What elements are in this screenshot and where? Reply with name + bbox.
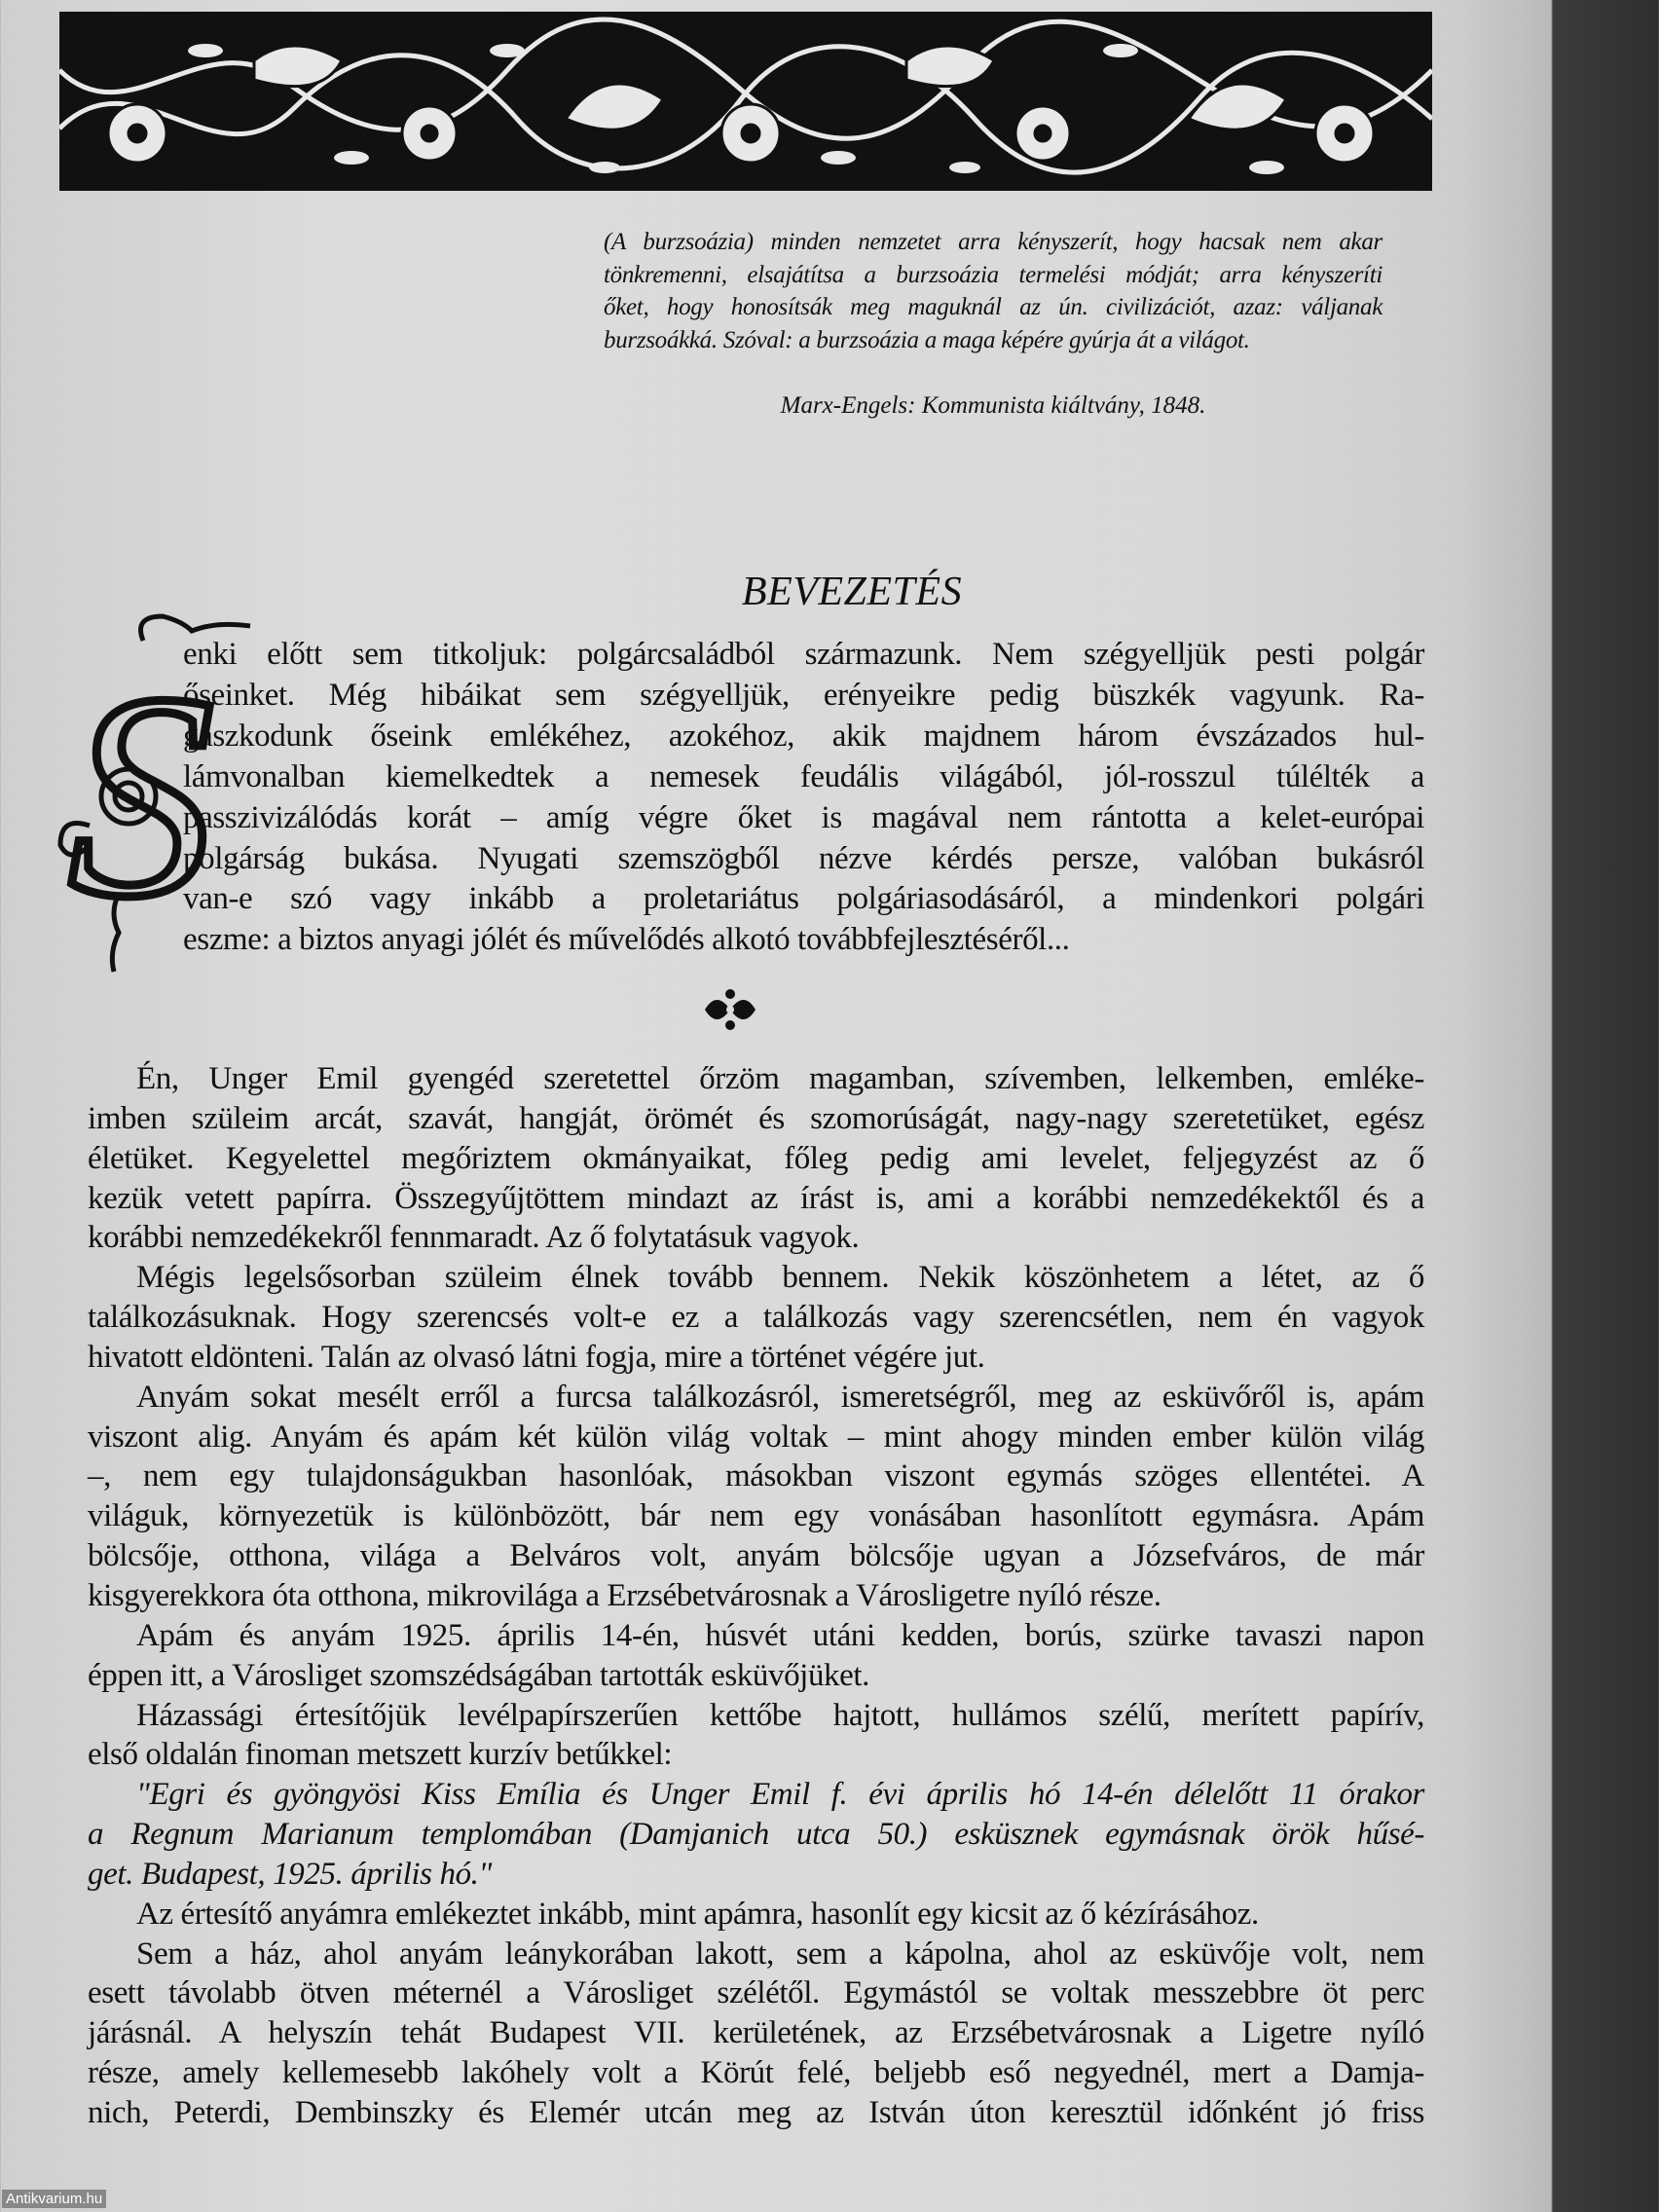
section-divider-ornament-icon bbox=[701, 988, 759, 1031]
text-line: Apám és anyám 1925. április 14-én, húsvét utáni kedden, borús, szürke tavaszi napon bbox=[136, 1617, 1424, 1653]
text-line: Házassági értesítőjük levélpapírszerűen kettőbe hajtott, hullámos szélű, merített papírív, bbox=[136, 1697, 1424, 1733]
text-line: világuk, környezetük is különbözött, bár nem egy vonásában hasonlított egymásra. Apám bbox=[88, 1498, 1424, 1534]
text-line: burzsoákká. Szóval: a burzsoázia a maga képére gyúrja át a világot. bbox=[604, 326, 1250, 353]
text-line: életüket. Kegyelettel megőriztem okmányaikat, főleg pedig ami levelet, feljegyzést az ő bbox=[88, 1140, 1424, 1176]
paragraph bbox=[88, 1775, 1424, 1895]
text-line: lámvonalban kiemelkedtek a nemesek feudális világából, jól-rosszul túlélték a bbox=[183, 758, 1424, 794]
text-line: –, nem egy tulajdonságukban hasonlóak, másokban viszont egymás szöges ellentétei. A bbox=[88, 1458, 1424, 1494]
text-line: tönkremenni, elsajátítsa a burzsoázia termelési módját; arra kényszeríti bbox=[604, 261, 1382, 288]
text-line: Az értesítő anyámra emlékeztet inkább, mint apámra, hasonlít egy kicsit az ő kézírásához. bbox=[136, 1896, 1259, 1932]
text-line: nich, Peterdi, Dembinszky és Elemér utcán meg az István úton keresztül időnként jó friss bbox=[88, 2094, 1424, 2130]
text-line: eszme: a biztos anyagi jólét és művelődés alkotó továbbfejlesztéséről... bbox=[183, 922, 1070, 958]
watermark: Antikvarium.hu bbox=[2, 2190, 106, 2208]
paragraph bbox=[88, 1696, 1424, 1776]
text-line: hivatott eldönteni. Talán az olvasó látni fogja, mire a történet végére jut. bbox=[88, 1339, 985, 1375]
paragraph bbox=[88, 1059, 1424, 1258]
text-line: van-e szó vagy inkább a proletariátus polgáriasodásáról, a mindenkori polgári bbox=[183, 881, 1424, 917]
text-line: első oldalán finoman metszett kurzív betűkkel: bbox=[88, 1737, 673, 1773]
text-line: viszont alig. Anyám és apám két külön világ voltak – mint ahogy minden ember külön világ bbox=[88, 1419, 1424, 1455]
text-line: éppen itt, a Városliget szomszédságában tartották esküvőjüket. bbox=[88, 1657, 870, 1693]
paragraph bbox=[88, 1935, 1424, 2133]
intro-paragraph bbox=[183, 635, 1424, 961]
text-line: gaszkodunk őseink emlékéhez, azokéhoz, akik majdnem három évszázados hul- bbox=[183, 718, 1424, 754]
text-line: passzivizálódás korát – amíg végre őket is magával nem rántotta a kelet-európai bbox=[183, 799, 1424, 835]
text-line: találkozásuknak. Hogy szerencsés volt-e ez a találkozás vagy szerencsétlen, nem én vagyok bbox=[88, 1300, 1424, 1336]
text-line: kezük vetett papírra. Összegyűjtöttem mindazt az írást is, ami a korábbi nemzedékektől és a bbox=[88, 1180, 1424, 1216]
text-line: a Regnum Marianum templomában (Damjanich utca 50.) esküsznek egymásnak örök hűsé- bbox=[88, 1817, 1424, 1853]
text-line: "Egri és gyöngyösi Kiss Emília és Unger Emil f. évi április hó 14-én délelőtt 11 órakor bbox=[136, 1777, 1424, 1813]
text-line: korábbi nemzedékekről fennmaradt. Az ő folytatásuk vagyok. bbox=[88, 1220, 860, 1256]
paragraph bbox=[88, 1895, 1424, 1935]
body-text bbox=[88, 1059, 1424, 2133]
paragraph bbox=[88, 1616, 1424, 1696]
paragraph bbox=[88, 1258, 1424, 1378]
text-line: polgárság bukása. Nyugati szemszögből nézve kérdés persze, valóban bukásról bbox=[183, 840, 1424, 876]
paragraph bbox=[88, 1378, 1424, 1616]
drop-cap-letter: S bbox=[68, 634, 214, 957]
text-line: járásnál. A helyszín tehát Budapest VII. kerületének, az Erzsébetvárosnak a Ligetre nyíló bbox=[88, 2015, 1424, 2051]
chapter-title: BEVEZETÉS bbox=[741, 570, 963, 614]
text-line: része, amely kellemesebb lakóhely volt a Körút felé, beljebb eső negyednél, mert a Damja- bbox=[88, 2055, 1424, 2091]
text-line: get. Budapest, 1925. április hó." bbox=[88, 1856, 492, 1892]
text-line: bölcsője, otthona, világa a Belváros volt, anyám bölcsője ugyan a Józsefváros, de már bbox=[88, 1538, 1424, 1574]
text-line: (A burzsoázia) minden nemzetet arra kényszerít, hogy hacsak nem akar bbox=[604, 229, 1382, 255]
text-line: Én, Unger Emil gyengéd szeretettel őrzöm magamban, szívemben, lelkemben, emléke- bbox=[136, 1061, 1424, 1096]
text-line: Sem a ház, ahol anyám leánykorában lakott, sem a kápolna, ahol az esküvője volt, nem bbox=[136, 1936, 1424, 1972]
text-line: imben szüleim arcát, szavát, hangját, örömét és szomorúságát, nagy-nagy szeretetüket, egész bbox=[88, 1100, 1424, 1136]
text-line: Anyám sokat mesélt erről a furcsa találkozásról, ismeretségről, meg az esküvőről is, apám bbox=[136, 1379, 1424, 1415]
text-line: enki előtt sem titkoljuk: polgárcsaládból származunk. Nem szégyelljük pesti polgár bbox=[183, 637, 1424, 672]
text-line: Mégis legelsősorban szüleim élnek tovább bennem. Nekik köszönhetem a létet, az ő bbox=[136, 1260, 1424, 1296]
text-line: esett távolabb ötven méternél a Városliget szélétől. Egymástól se voltak messzebbre öt perc bbox=[88, 1975, 1424, 2011]
text-line: kisgyerekkora óta otthona, mikrovilága a Erzsébetvárosnak a Városligetre nyíló része. bbox=[88, 1577, 1161, 1613]
epigraph-quote bbox=[604, 226, 1382, 356]
text-line: őseinket. Még hibáikat sem szégyelljük, erényeikre pedig büszkék vagyunk. Ra- bbox=[183, 677, 1424, 713]
text-line: őket, hogy honosítsák meg maguknál az ún. civilizációt, azaz: váljanak bbox=[604, 294, 1382, 320]
epigraph-attribution: Marx-Engels: Kommunista kiáltvány, 1848. bbox=[780, 392, 1206, 419]
decorative-banner bbox=[59, 12, 1432, 191]
